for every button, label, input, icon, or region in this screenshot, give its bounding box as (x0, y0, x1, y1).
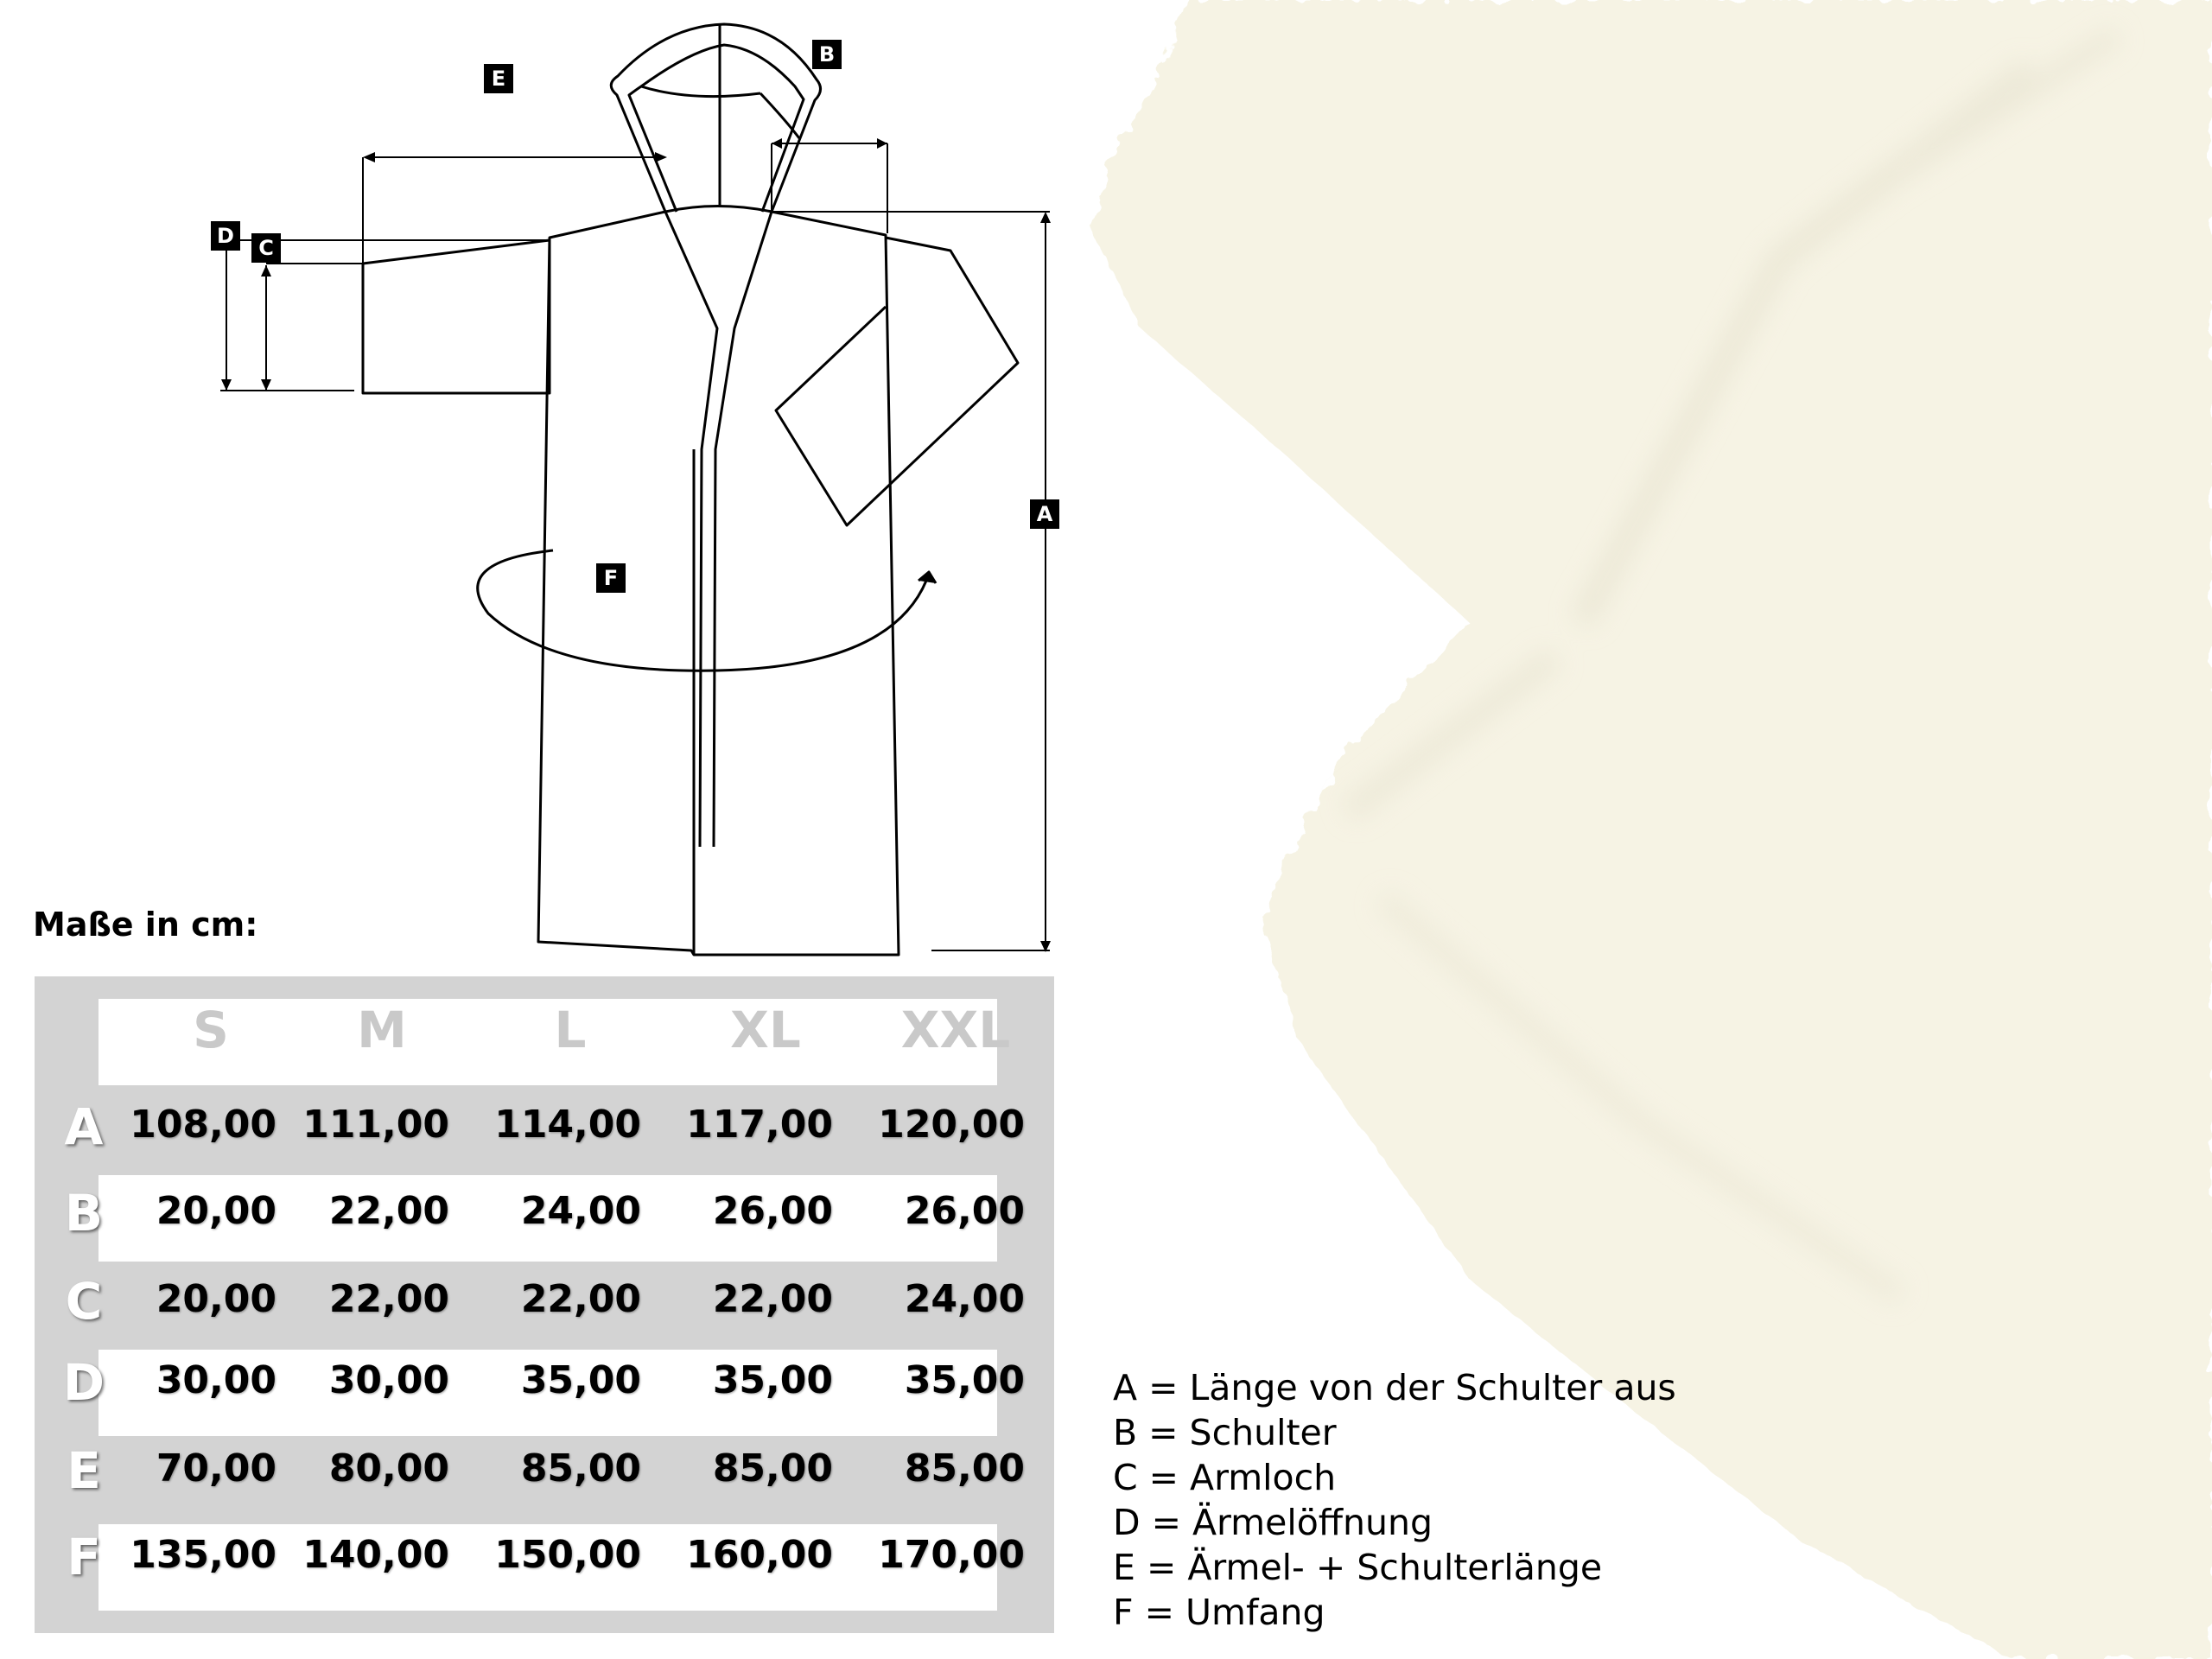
row-label-d: D (62, 1353, 105, 1412)
table-cell: 111,00 (302, 1103, 449, 1147)
size-header-l: L (554, 1001, 587, 1059)
table-cell: 24,00 (904, 1277, 1025, 1321)
table-cell: 35,00 (520, 1358, 641, 1402)
table-cell: 117,00 (686, 1103, 833, 1147)
table-cell: 150,00 (494, 1533, 641, 1577)
table-cell: 35,00 (904, 1358, 1025, 1402)
table-cell: 85,00 (904, 1446, 1025, 1491)
bathrobe-diagram (0, 0, 1123, 968)
label-b-tag: B (812, 40, 842, 69)
table-cell: 22,00 (328, 1277, 449, 1321)
label-d-tag: D (211, 221, 240, 251)
table-cell: 35,00 (712, 1358, 833, 1402)
table-cell: 120,00 (878, 1103, 1025, 1147)
table-cell: 70,00 (156, 1446, 276, 1491)
size-header-s: S (193, 1001, 229, 1059)
table-cell: 160,00 (686, 1533, 833, 1577)
table-cell: 26,00 (712, 1189, 833, 1233)
table-cell: 30,00 (156, 1358, 276, 1402)
table-cell: 114,00 (494, 1103, 641, 1147)
robe-body (538, 207, 899, 956)
legend (1113, 1365, 1676, 1635)
legend-item-d: D = Ärmelöffnung (1113, 1502, 1433, 1543)
table-cell: 170,00 (878, 1533, 1025, 1577)
legend-item-c: C = Armloch (1113, 1457, 1337, 1498)
label-c-tag: C (251, 233, 281, 263)
measurements-title: Maße in cm: (33, 906, 258, 944)
right-sleeve (776, 238, 1018, 525)
table-cell: 22,00 (520, 1277, 641, 1321)
robe-lapel-edge (714, 212, 772, 847)
size-header-m: M (357, 1001, 407, 1059)
size-header-xl: XL (730, 1001, 801, 1059)
table-cell: 140,00 (302, 1533, 449, 1577)
row-label-c: C (65, 1272, 103, 1331)
belt-arrowhead (918, 572, 936, 583)
table-cell: 135,00 (130, 1533, 276, 1577)
label-f-tag: F (596, 563, 626, 593)
table-cell: 20,00 (156, 1189, 276, 1233)
row-label-f: F (67, 1528, 101, 1586)
table-cell: 80,00 (328, 1446, 449, 1491)
hood-fold (760, 93, 799, 138)
label-e-tag: E (484, 64, 513, 93)
table-cell: 24,00 (520, 1189, 641, 1233)
table-cell: 20,00 (156, 1277, 276, 1321)
hood-outline (611, 24, 820, 212)
size-header-xxl: XXL (900, 1001, 1011, 1059)
table-cell: 85,00 (520, 1446, 641, 1491)
row-label-a: A (64, 1097, 104, 1156)
row-label-b: B (64, 1184, 104, 1243)
table-cell: 22,00 (712, 1277, 833, 1321)
legend-item-e: E = Ärmel- + Schulterlänge (1113, 1547, 1603, 1588)
label-a-tag: A (1030, 499, 1059, 529)
robe-lapel (665, 212, 717, 847)
legend-item-f: F = Umfang (1113, 1592, 1325, 1633)
legend-item-b: B = Schulter (1113, 1412, 1337, 1453)
table-cell: 85,00 (712, 1446, 833, 1491)
hood-brim (641, 86, 760, 97)
left-sleeve (363, 240, 550, 393)
table-cell: 108,00 (130, 1103, 276, 1147)
table-cell: 30,00 (328, 1358, 449, 1402)
legend-item-a: A = Länge von der Schulter aus (1113, 1367, 1676, 1408)
row-label-e: E (67, 1441, 101, 1500)
table-cell: 26,00 (904, 1189, 1025, 1233)
table-cell: 22,00 (328, 1189, 449, 1233)
